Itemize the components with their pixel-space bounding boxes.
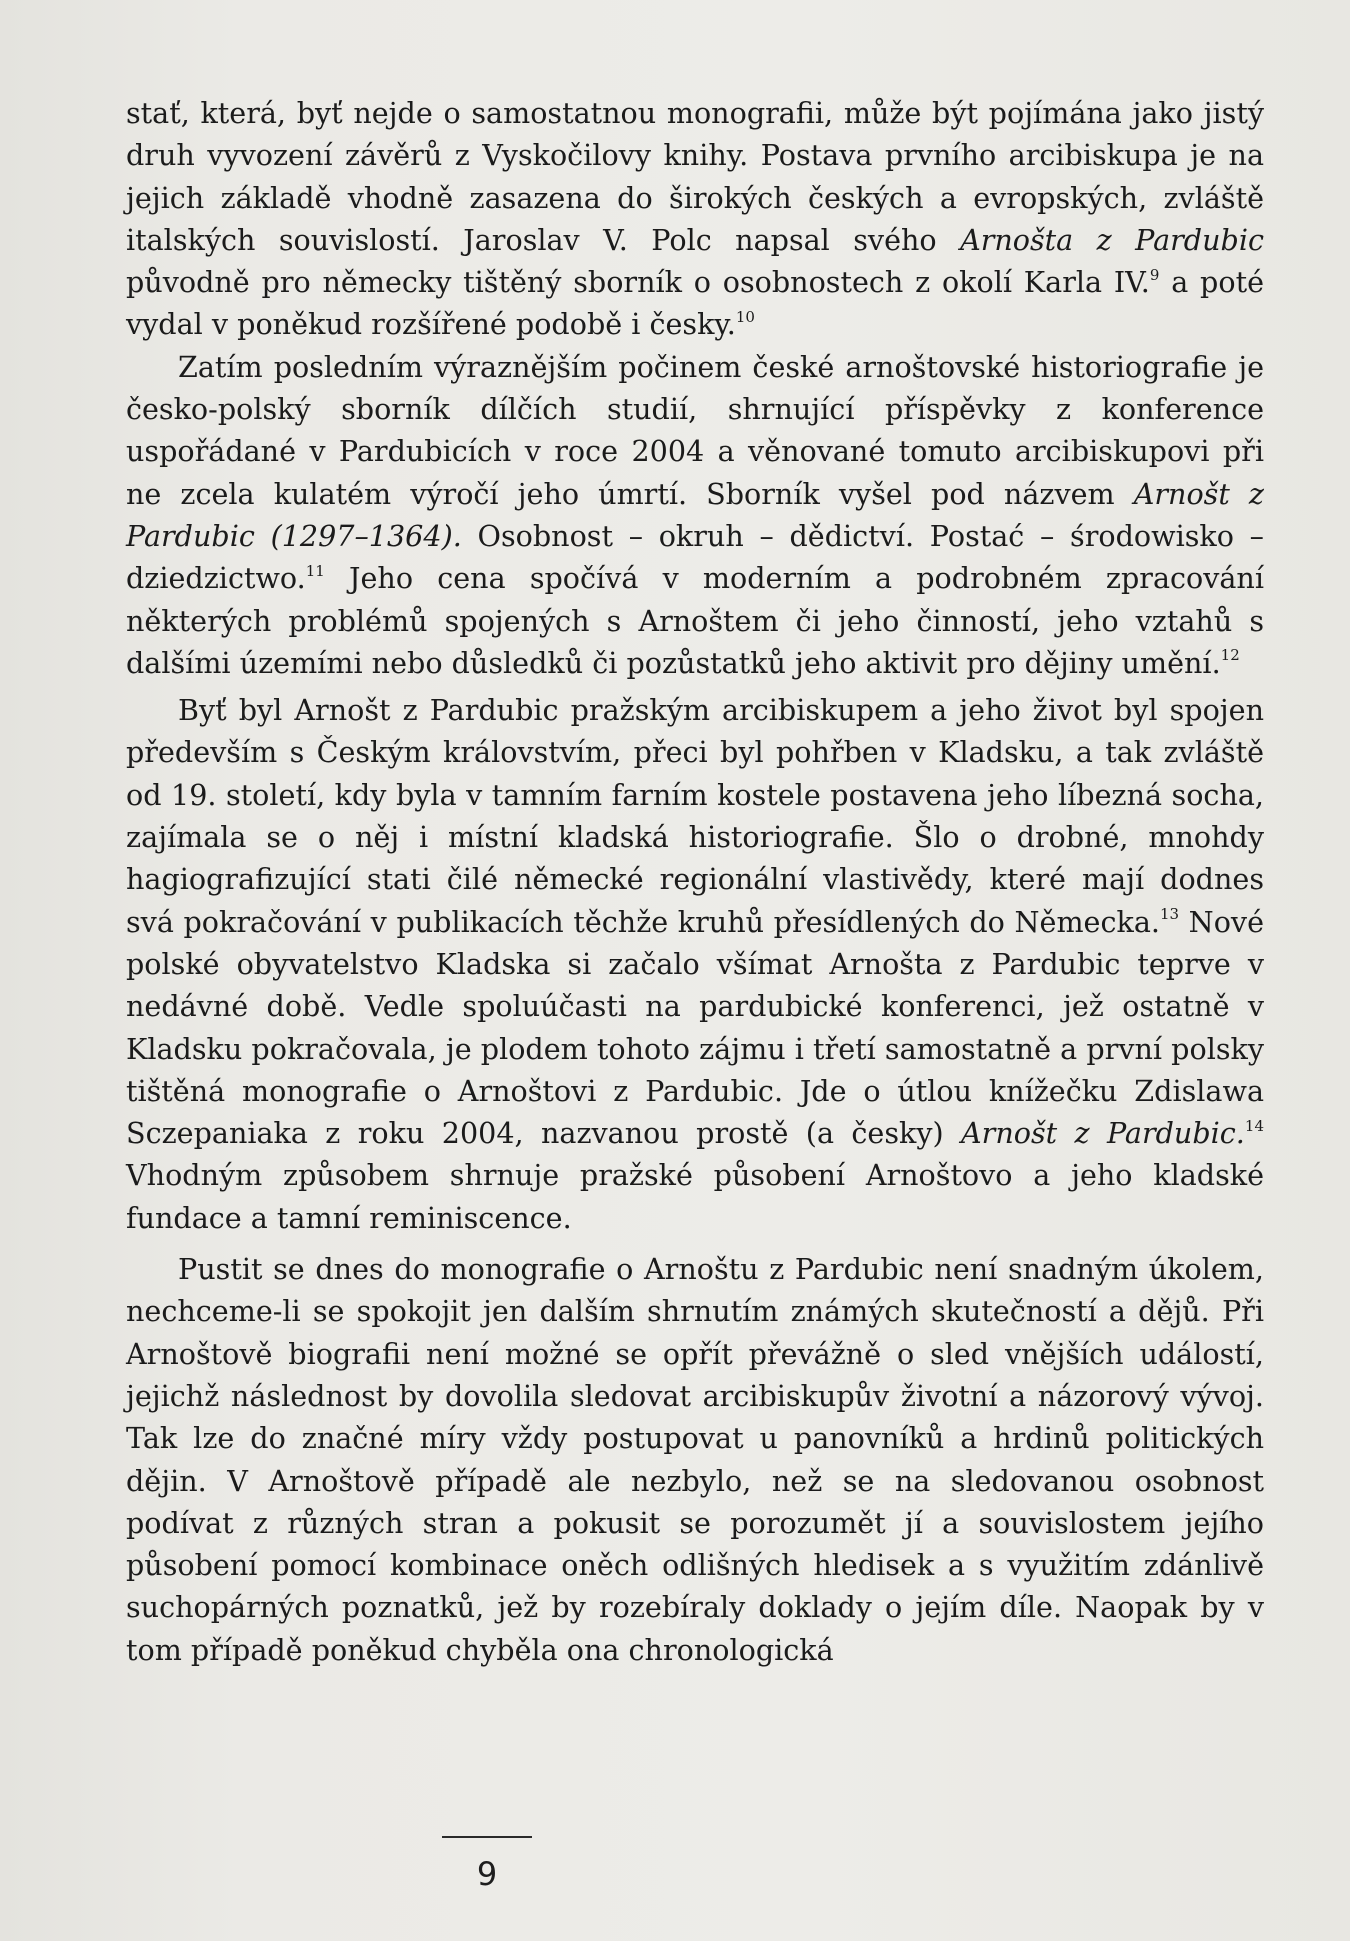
p1-italic-title: Arnošta z Pardubic (960, 222, 1264, 257)
page-number: 9 (476, 1855, 498, 1893)
paragraph-3 (126, 689, 1264, 1239)
body-text (126, 92, 1264, 1671)
footer-rule (442, 1836, 532, 1838)
p1-text-3: a poté vydal v poněkud rozšířené podobě i česky. (126, 265, 1264, 342)
footnote-ref-12: 12 (1220, 646, 1240, 665)
p3-text-1: Byť byl Arnošt z Pardubic pražským arcibiskupem a jeho život byl spojen především s Českým královstvím, přeci byl pohřben v Kladsku, a tak zvláště od 19. století, kdy byla v tamním farním kostele postavena jeho líbezná socha, zajímala se o něj i místní kladská historiografie. Šlo o drobné, mnohdy hagiografizující stati čilé německé regionální vlastivědy, které mají dodnes svá pokračování v publikacích těchže kruhů přesídlených do Německa. (126, 693, 1264, 939)
footnote-ref-11: 11 (305, 561, 325, 580)
p2-text-3: Jeho cena spočívá v moderním a podrobném zpracování některých problémů spojených s Arnoštem či jeho činností, jeho vztahů s dalšími územími nebo důsledků či pozůstatků jeho aktivit pro dějiny umění. (126, 561, 1264, 680)
p1-text-1: stať, která, byť nejde o samostatnou monografii, může být pojímána jako jistý druh vyvození závěrů z Vyskočilovy knihy. Postava prvního arcibiskupa je na jejich základě vhodně zasazena do širokých českých a evropských, zvláště italských souvislostí. Jaroslav V. Polc napsal svého (126, 96, 1264, 257)
p2-text-2: Osobnost – okruh – dědictví. Postać – środowisko – dziedzictwo. (126, 518, 1264, 596)
footnote-ref-13: 13 (1159, 905, 1180, 924)
paragraph-1 (126, 92, 1264, 346)
p3-text-3: Vhodným způsobem shrnuje pražské působení Arnoštovo a jeho kladské fundace a tamní reminiscence. (126, 1158, 1264, 1235)
footnote-ref-10: 10 (735, 307, 755, 326)
p3-text-2: Nové polské obyvatelstvo Kladska si začalo všímat Arnošta z Pardubic teprve v nedávné době. Vedle spoluúčasti na pardubické konferenci, jež ostatně v Kladsku pokračovala, je plodem tohoto zájmu i třetí samostatně a první polsky tištěná monografie o Arnoštovi z Pardubic. Jde o útlou knížečku Zdislawa Sczepaniaka z roku 2004, nazvanou prostě (a česky) (126, 904, 1264, 1151)
paragraph-4 (126, 1248, 1264, 1671)
p4-text-1: Pustit se dnes do monografie o Arnoštu z Pardubic není snadným úkolem, nechceme-li se spokojit jen dalším shrnutím známých skutečností a dějů. Při Arnoštově biografii není možné se opřít převážně o sled vnějších událostí, jejichž následnost by dovolila sledovat arcibiskupův životní a názorový vývoj. Tak lze do značné míry vždy postupovat u panovníků a hrdinů politických dějin. V Arnoštově případě ale nezbylo, než se na sledovanou osobnost podívat z různých stran a pokusit se porozumět jí a souvislostem jejího působení pomocí kombinace oněch odlišných hledisek a s využitím zdánlivě suchopárných poznatků, jež by rozebíraly doklady o jejím díle. Naopak by v tom případě poněkud chyběla ona chronologická (126, 1252, 1264, 1667)
p3-italic-title: Arnošt z Pardubic. (961, 1116, 1245, 1151)
p2-text-1: Zatím posledním výraznějším počinem české arnoštovské historiografie je česko-polský sborník dílčích studií, shrnující příspěvky z konference uspořádané v Pardubicích v roce 2004 a věnované tomuto arcibiskupovi při ne zcela kulatém výročí jeho úmrtí. Sborník vyšel pod názvem (126, 349, 1264, 511)
p2-italic-title: Arnošt z Pardubic (1297–1364). (126, 476, 1264, 553)
footnote-ref-9: 9 (1149, 265, 1160, 284)
p1-text-2: původně pro německy tištěný sborník o osobnostech z okolí Karla IV. (126, 265, 1150, 300)
footnote-ref-14: 14 (1244, 1116, 1264, 1135)
paragraph-2 (126, 346, 1264, 684)
